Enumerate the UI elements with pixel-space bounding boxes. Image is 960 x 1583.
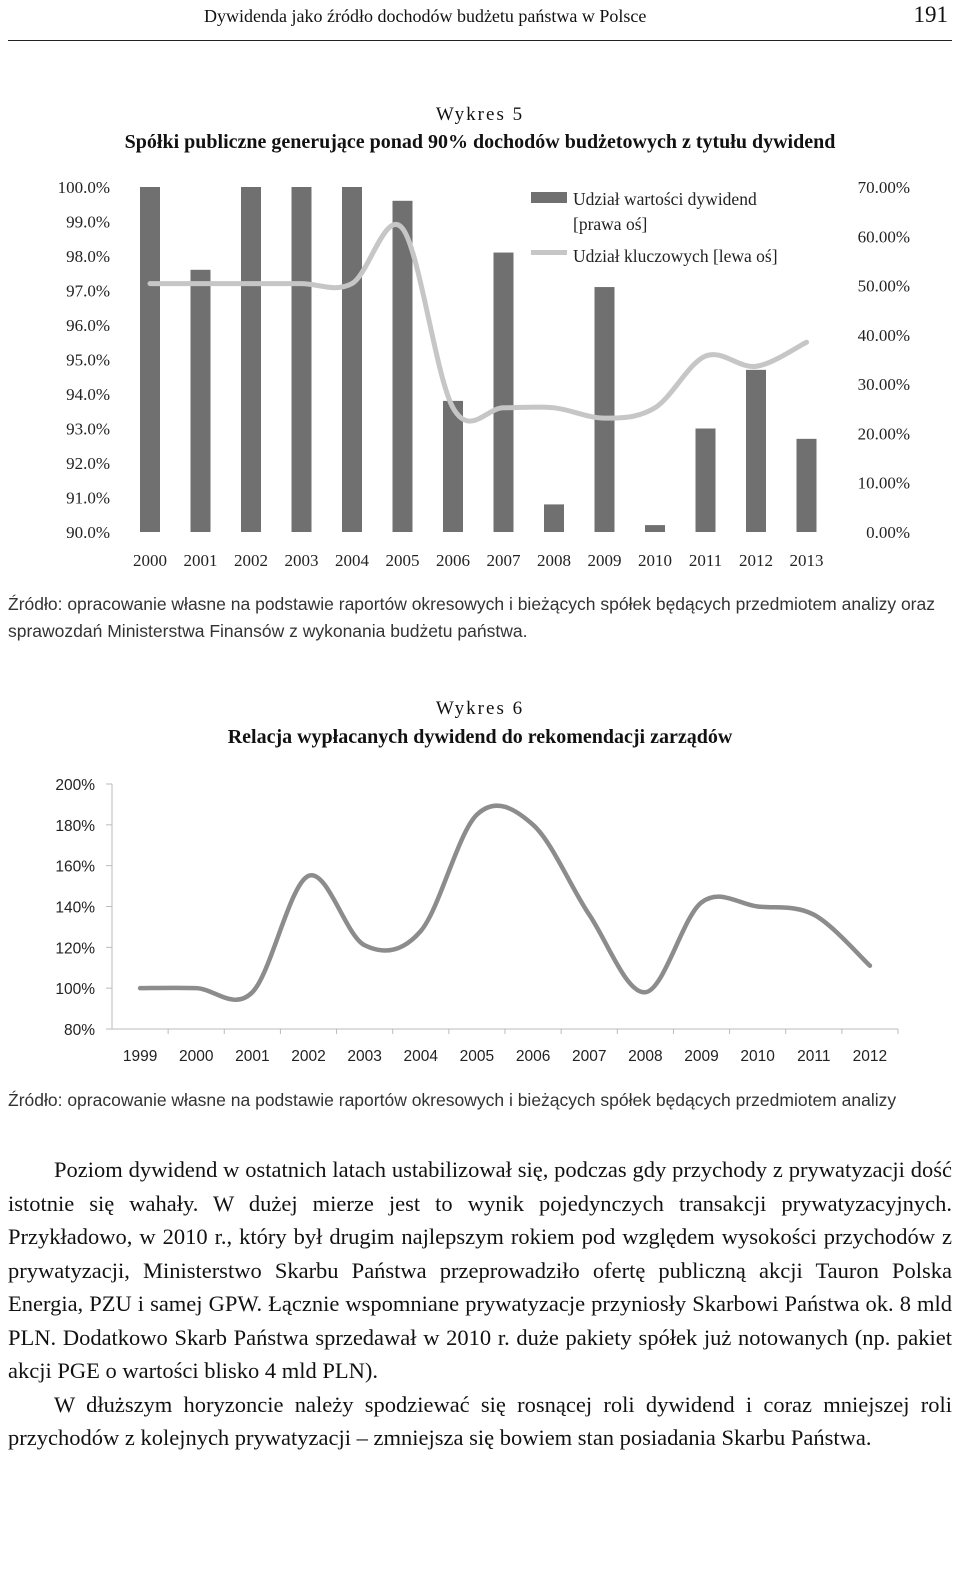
bar — [241, 187, 261, 532]
x-axis-tick-label: 2013 — [789, 551, 824, 570]
bar — [696, 429, 716, 533]
chart5-source: Źródło: opracowanie własne na podstawie raportów okresowych i bieżących spółek będących przedmiotem analizy oraz sprawozdań Ministerstwa Finansów z wykonania budżetu państwa. — [8, 594, 935, 641]
right-axis-tick-label: 70.00% — [857, 178, 910, 197]
x-axis-tick-label: 2005 — [385, 551, 420, 570]
x-axis-tick-label: 2008 — [537, 551, 571, 570]
x-axis-tick-label: 2005 — [459, 1048, 495, 1065]
y-axis-tick-label: 100% — [55, 981, 95, 999]
running-title: Dywidenda jako źródło dochodów budżetu państwa w Polsce — [204, 6, 647, 26]
y-axis-tick-label: 180% — [55, 817, 95, 835]
paragraph: Poziom dywidend w ostatnich latach ustabilizował się, podczas gdy przychody z prywatyzacji dość istotnie się wahały. W dużej mierze jest to wynik pojedynczych transakcji prywatyzacyjnych. Przykładowo, w 2010 r., który był drugim najlepszym rokiem pod względem wysokości przychodów z prywatyzacji, Ministerstwo Skarbu Państwa przeprowadziło ofertę publiczną akcji Tauron Polska Energia, PZU i samej GPW. Łącznie wspomniane prywatyzacje przyniosły Skarbowi Państwa ok. 8 mld PLN. Dodatkowo Skarb Państwa sprzedawał w 2010 r. duże pakiety spółek już notowanych (np. pakiet akcji PGE o wartości blisko 4 mld PLN). — [8, 1157, 952, 1383]
y-axis-tick-label: 140% — [55, 899, 95, 917]
bar — [342, 187, 362, 532]
x-axis-tick-label: 2010 — [740, 1048, 775, 1065]
chart5-label: Wykres 5 — [435, 104, 525, 125]
paragraph: W dłuższym horyzoncie należy spodziewać się rosnącej roli dywidend i coraz mniejszej roli przychodów z kolejnych prywatyzacji – zmniejsza się bowiem stan posiadania Skarbu Państwa. — [8, 1391, 952, 1450]
bar — [443, 401, 463, 532]
x-axis-tick-label: 2002 — [234, 551, 268, 570]
right-axis-tick-label: 50.00% — [857, 276, 910, 296]
bar — [645, 525, 665, 532]
bar — [191, 270, 211, 532]
series-line — [140, 806, 870, 1000]
bar — [746, 370, 766, 532]
x-axis-tick-label: 2004 — [403, 1048, 439, 1065]
right-axis-tick-label: 20.00% — [857, 424, 910, 444]
x-axis-tick-label: 2009 — [684, 1048, 719, 1065]
bar — [544, 504, 564, 532]
bar — [292, 187, 312, 532]
chart6-svg — [0, 768, 960, 1078]
page-number: 191 — [913, 2, 948, 27]
x-axis-tick-label: 2010 — [638, 551, 672, 570]
x-axis-tick-label: 2011 — [797, 1048, 831, 1065]
right-axis-tick-label: 0.00% — [866, 523, 910, 542]
chart5-svg — [0, 170, 960, 590]
left-axis-tick-label: 93.0% — [66, 419, 110, 439]
y-axis-tick-label: 200% — [55, 777, 95, 794]
x-axis-tick-label: 2006 — [436, 551, 470, 570]
page-header — [8, 0, 952, 41]
bar — [595, 287, 615, 532]
bar — [494, 253, 514, 532]
x-axis-tick-label: 2001 — [235, 1048, 270, 1065]
x-axis-tick-label: 2000 — [178, 1048, 214, 1065]
x-axis-tick-label: 2002 — [291, 1048, 326, 1065]
right-axis-tick-label: 60.00% — [857, 227, 910, 247]
legend-label: [prawa oś] — [573, 214, 648, 234]
bar — [140, 187, 160, 532]
left-axis-tick-label: 96.0% — [66, 316, 110, 335]
x-axis-tick-label: 2001 — [183, 551, 218, 570]
x-axis-tick-label: 1999 — [122, 1048, 158, 1065]
x-axis-tick-label: 2007 — [571, 1048, 607, 1065]
left-axis-tick-label: 94.0% — [66, 385, 110, 404]
y-axis-tick-label: 160% — [55, 858, 95, 876]
chart6-title: Relacja wypłacanych dywidend do rekomendacji zarządów — [227, 726, 733, 748]
x-axis-tick-label: 2003 — [284, 551, 319, 570]
y-axis-tick-label: 120% — [55, 940, 95, 958]
left-axis-tick-label: 95.0% — [66, 350, 110, 370]
chart6-source: Źródło: opracowanie własne na podstawie raportów okresowych i bieżących spółek będących przedmiotem analizy — [8, 1090, 897, 1110]
x-axis-tick-label: 2012 — [739, 551, 773, 570]
right-axis-tick-label: 40.00% — [857, 325, 910, 345]
left-axis-tick-label: 100.0% — [57, 178, 110, 197]
right-axis-tick-label: 10.00% — [857, 473, 910, 493]
left-axis-tick-label: 91.0% — [66, 488, 110, 508]
x-axis-tick-label: 2003 — [347, 1048, 382, 1065]
chart5-title: Spółki publiczne generujące ponad 90% dochodów budżetowych z tytułu dywidend — [124, 131, 836, 153]
bar — [797, 439, 817, 532]
body-text — [8, 1153, 952, 1455]
left-axis-tick-label: 97.0% — [66, 281, 110, 301]
chart6-label: Wykres 6 — [435, 698, 525, 719]
y-axis-tick-label: 80% — [63, 1022, 95, 1039]
x-axis-tick-label: 2011 — [688, 551, 723, 570]
x-axis-tick-label: 2009 — [587, 551, 622, 570]
left-axis-tick-label: 90.0% — [66, 523, 110, 542]
x-axis-tick-label: 2008 — [628, 1048, 663, 1065]
left-axis-tick-label: 98.0% — [66, 247, 110, 266]
x-axis-tick-label: 2007 — [486, 551, 521, 570]
legend-swatch-bar — [531, 192, 567, 203]
legend-swatch-line — [531, 250, 567, 255]
x-axis-tick-label: 2012 — [852, 1048, 888, 1065]
right-axis-tick-label: 30.00% — [857, 375, 910, 395]
x-axis-tick-label: 2004 — [335, 551, 369, 570]
x-axis-tick-label: 2000 — [133, 551, 167, 570]
legend-label: Udział wartości dywidend — [573, 189, 757, 209]
legend-label: Udział kluczowych [lewa oś] — [573, 246, 778, 266]
x-axis-tick-label: 2006 — [515, 1048, 551, 1065]
left-axis-tick-label: 92.0% — [66, 454, 110, 473]
left-axis-tick-label: 99.0% — [66, 212, 110, 232]
